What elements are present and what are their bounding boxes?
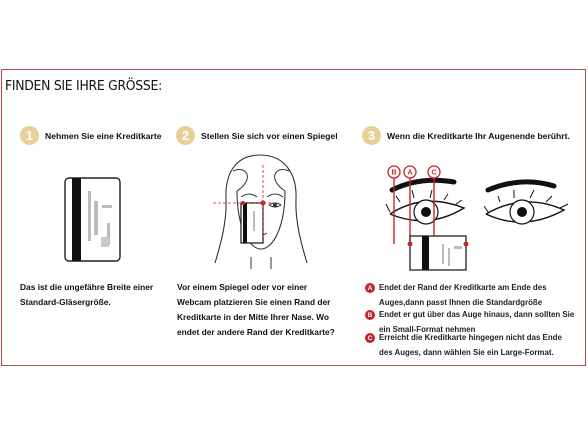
step-2-number: 2 bbox=[176, 126, 195, 145]
step-3-label: Wenn die Kreditkarte Ihr Augenende berührt. bbox=[387, 130, 570, 141]
step-2-description-line: Webcam platzieren Sie einen Rand der bbox=[177, 297, 331, 307]
step-1-description-line: Standard-Gläsergröße. bbox=[20, 297, 111, 307]
face-with-card-illustration bbox=[213, 151, 308, 269]
step-2-description-line: Kreditkarte in der Mitte Ihrer Nase. Wo bbox=[177, 312, 330, 322]
eyes-with-card-illustration bbox=[384, 162, 574, 272]
step-2-description-line: endet der andere Rand der Kreditkarte? bbox=[177, 327, 335, 337]
legend-b-line: ein Small-Format nehmen bbox=[379, 324, 476, 334]
step-2-description bbox=[177, 280, 335, 340]
legend-a-line: Endet der Rand der Kreditkarte am Ende des bbox=[379, 283, 547, 292]
legend-c-line: Erreicht die Kreditkarte hingegen nicht das Ende bbox=[379, 333, 562, 342]
legend-c-line: des Auges, dann wählen Sie ein Large-Format. bbox=[379, 347, 554, 357]
step-1-label: Nehmen Sie eine Kreditkarte bbox=[45, 130, 162, 141]
step-2-description-line: Vor einem Spiegel oder vor einer bbox=[177, 282, 308, 292]
credit-card-illustration bbox=[64, 177, 122, 265]
legend-b-line: Endet er gut über das Auge hinaus, dann sollten Sie bbox=[379, 310, 575, 319]
step-3-header bbox=[362, 126, 570, 145]
legend-a-text bbox=[379, 281, 588, 310]
legend-item-c bbox=[365, 331, 588, 360]
step-3-number: 3 bbox=[362, 126, 381, 145]
step-1-description-line: Das ist die ungefähre Breite einer bbox=[20, 282, 154, 292]
legend-c-text bbox=[379, 331, 588, 360]
legend-a-line: Auges,dann passt Ihnen die Standardgröße bbox=[379, 297, 543, 307]
step-1-description bbox=[20, 280, 153, 310]
step-2-label: Stellen Sie sich vor einen Spiegel bbox=[201, 130, 338, 141]
legend-b-badge: B bbox=[365, 310, 375, 320]
legend-item-a bbox=[365, 281, 588, 310]
step-2-header bbox=[176, 126, 338, 145]
legend-a-badge: A bbox=[365, 283, 375, 293]
marker-c-label: C bbox=[431, 169, 437, 177]
page-title: FINDEN SIE IHRE GRÖSSE: bbox=[5, 78, 163, 94]
step-1-header bbox=[20, 126, 162, 145]
legend-c-badge: C bbox=[365, 333, 375, 343]
marker-a-label: A bbox=[407, 169, 413, 177]
step-1-number: 1 bbox=[20, 126, 39, 145]
marker-b-label: B bbox=[391, 169, 397, 177]
